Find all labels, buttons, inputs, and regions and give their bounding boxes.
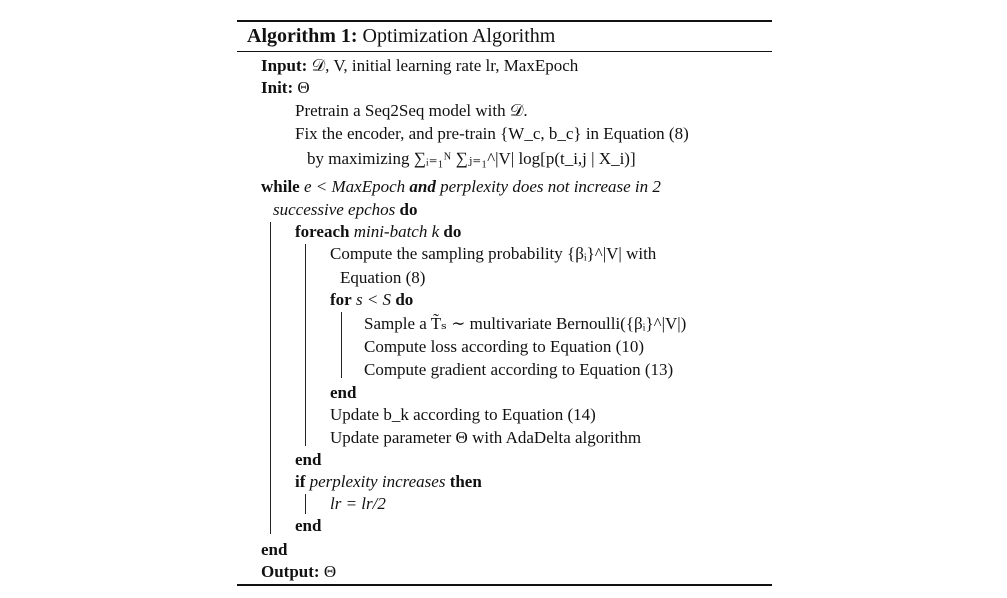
foreach-condition: mini-batch k	[353, 222, 440, 241]
input-keyword: Input:	[261, 56, 308, 75]
if-block-bar	[305, 494, 306, 514]
output-line	[261, 562, 336, 582]
if-keyword: if	[295, 472, 306, 491]
while-condition-3: successive epchos	[273, 200, 396, 219]
end-if: end	[295, 516, 322, 535]
end-foreach: end	[295, 450, 322, 469]
while-line-cont	[273, 200, 417, 220]
for-keyword: for	[330, 290, 352, 309]
if-condition: perplexity increases	[309, 472, 446, 491]
foreach-step: Update parameter Θ with AdaDelta algorithm	[330, 428, 642, 447]
do-keyword: do	[395, 290, 414, 309]
foreach-block-bar	[305, 244, 306, 446]
foreach-step: Update b_k according to Equation (14)	[330, 405, 596, 424]
init-step: Pretrain a Seq2Seq model with 𝒟.	[295, 101, 528, 120]
end-for: end	[330, 383, 357, 402]
algorithm-name: Optimization Algorithm	[362, 25, 556, 47]
input-line	[261, 56, 578, 76]
while-keyword: while	[261, 177, 300, 196]
while-block-bar	[270, 222, 271, 534]
init-line	[261, 78, 310, 98]
init-step: by maximizing ∑ᵢ₌₁ᴺ ∑ⱼ₌₁^|V| log[p(t_i,j | X_i)]	[307, 149, 636, 168]
while-line	[261, 177, 661, 197]
for-step: Compute loss according to Equation (10)	[364, 337, 644, 356]
foreach-line	[295, 222, 461, 242]
do-keyword: do	[399, 200, 418, 219]
for-condition: s < S	[355, 290, 392, 309]
for-line	[330, 290, 413, 310]
foreach-keyword: foreach	[295, 222, 350, 241]
output-text: Θ	[323, 562, 337, 581]
foreach-step: Compute the sampling probability {βᵢ}^|V| with	[330, 244, 657, 263]
for-step: Compute gradient according to Equation (13)	[364, 360, 674, 379]
top-rule	[237, 20, 772, 22]
then-keyword: then	[449, 472, 482, 491]
bottom-rule	[237, 584, 772, 586]
while-condition: e < MaxEpoch	[303, 177, 406, 196]
output-keyword: Output:	[261, 562, 320, 581]
and-keyword: and	[409, 177, 436, 196]
init-text: Θ	[297, 78, 310, 97]
algorithm-box	[237, 0, 772, 598]
if-line	[295, 472, 482, 492]
algorithm-label: Algorithm 1:	[247, 25, 358, 47]
title-rule	[237, 51, 772, 52]
input-text: 𝒟, V, initial learning rate lr, MaxEpoch	[311, 56, 579, 75]
algorithm-title	[247, 25, 555, 48]
end-while: end	[261, 540, 288, 559]
while-condition-2: perplexity does not increase in 2	[440, 177, 661, 196]
if-step: lr = lr/2	[330, 494, 386, 513]
do-keyword: do	[443, 222, 462, 241]
init-step: Fix the encoder, and pre-train {W_c, b_c} in Equation (8)	[295, 124, 689, 143]
init-keyword: Init:	[261, 78, 294, 97]
for-block-bar	[341, 312, 342, 378]
for-step: Sample a T̃ₛ ∼ multivariate Bernoulli({βᵢ}^|V|)	[364, 314, 687, 333]
foreach-step: Equation (8)	[340, 268, 426, 287]
